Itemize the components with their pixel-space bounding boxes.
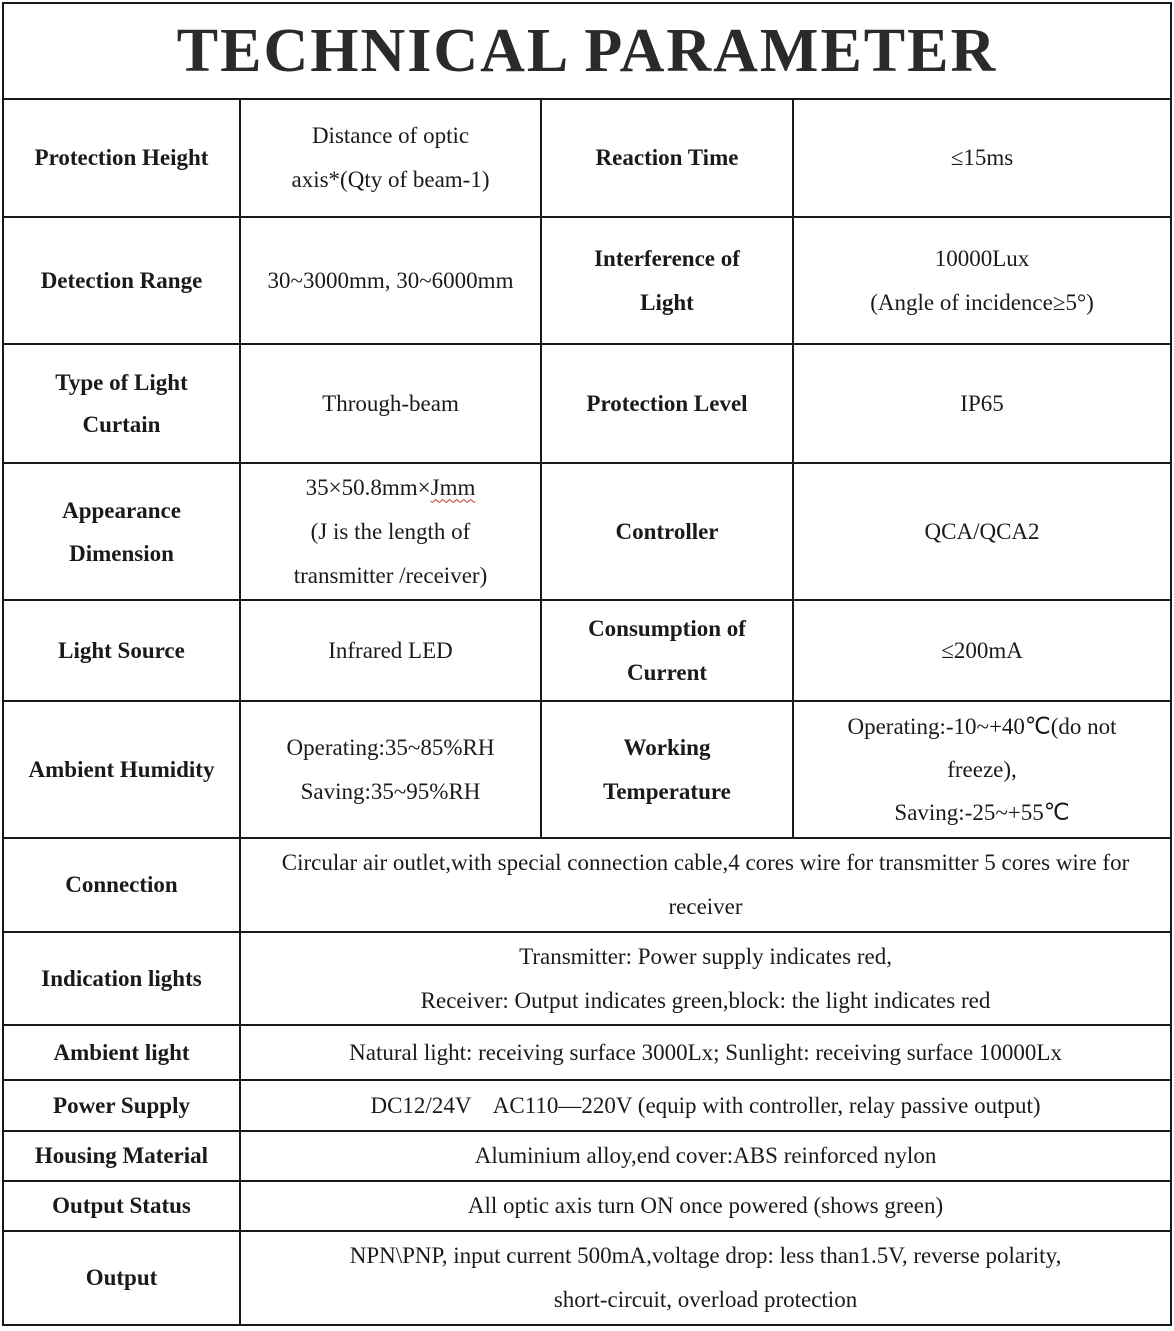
table-row [3, 463, 1171, 600]
value-interference-of-light: 10000Lux (Angle of incidence≥5°) [793, 217, 1171, 344]
label-light-source: Light Source [3, 600, 240, 701]
value-type-of-light-curtain: Through-beam [240, 344, 541, 463]
label-output-status: Output Status [3, 1181, 240, 1231]
label-consumption-of-current: Consumption of Current [541, 600, 793, 701]
value-protection-level: IP65 [793, 344, 1171, 463]
parameter-table [2, 2, 1172, 1326]
table-row [3, 1231, 1171, 1325]
table-row [3, 1131, 1171, 1181]
table-row [3, 838, 1171, 932]
value-working-temperature: Operating:-10~+40℃(do not freeze), Saving:-25~+55℃ [793, 701, 1171, 838]
dimension-line [247, 466, 534, 510]
table-row [3, 701, 1171, 838]
table-row [3, 99, 1171, 217]
value-ambient-light: Natural light: receiving surface 3000Lx; Sunlight: receiving surface 10000Lx [240, 1025, 1171, 1080]
value-output-status: All optic axis turn ON once powered (shows green) [240, 1181, 1171, 1231]
table-row [3, 600, 1171, 701]
dimension-size: 35×50.8mm× [305, 474, 431, 500]
title-row [3, 3, 1171, 99]
label-protection-height: Protection Height [3, 99, 240, 217]
page-title: TECHNICAL PARAMETER [3, 3, 1171, 99]
value-indication-lights: Transmitter: Power supply indicates red, Receiver: Output indicates green,block: the light indicates red [240, 932, 1171, 1025]
table-row [3, 1181, 1171, 1231]
label-type-of-light-curtain: Type of Light Curtain [3, 344, 240, 463]
value-ambient-humidity: Operating:35~85%RH Saving:35~95%RH [240, 701, 541, 838]
value-power-supply: DC12/24V AC110—220V (equip with controller, relay passive output) [240, 1080, 1171, 1131]
dimension-length: Jmm [430, 474, 476, 500]
label-working-temperature: Working Temperature [541, 701, 793, 838]
value-output: NPN\PNP, input current 500mA,voltage drop: less than1.5V, reverse polarity, short-circuit, overload protection [240, 1231, 1171, 1325]
label-connection: Connection [3, 838, 240, 932]
label-controller: Controller [541, 463, 793, 600]
value-appearance-dimension [240, 463, 541, 600]
label-appearance-dimension: Appearance Dimension [3, 463, 240, 600]
label-reaction-time: Reaction Time [541, 99, 793, 217]
table-row [3, 932, 1171, 1025]
parameter-sheet [2, 2, 1170, 1326]
label-housing-material: Housing Material [3, 1131, 240, 1181]
label-detection-range: Detection Range [3, 217, 240, 344]
label-ambient-humidity: Ambient Humidity [3, 701, 240, 838]
dimension-note: (J is the length of transmitter /receiver) [293, 518, 488, 588]
label-power-supply: Power Supply [3, 1080, 240, 1131]
value-connection: Circular air outlet,with special connection cable,4 cores wire for transmitter 5 cores wire for receiver [240, 838, 1171, 932]
label-output: Output [3, 1231, 240, 1325]
table-row [3, 344, 1171, 463]
label-indication-lights: Indication lights [3, 932, 240, 1025]
table-row [3, 1025, 1171, 1080]
table-row [3, 1080, 1171, 1131]
value-protection-height: Distance of optic axis*(Qty of beam-1) [240, 99, 541, 217]
table-row [3, 217, 1171, 344]
value-detection-range: 30~3000mm, 30~6000mm [240, 217, 541, 344]
label-protection-level: Protection Level [541, 344, 793, 463]
value-light-source: Infrared LED [240, 600, 541, 701]
label-interference-of-light: Interference of Light [541, 217, 793, 344]
value-housing-material: Aluminium alloy,end cover:ABS reinforced nylon [240, 1131, 1171, 1181]
label-ambient-light: Ambient light [3, 1025, 240, 1080]
value-reaction-time: ≤15ms [793, 99, 1171, 217]
value-controller: QCA/QCA2 [793, 463, 1171, 600]
value-consumption-of-current: ≤200mA [793, 600, 1171, 701]
